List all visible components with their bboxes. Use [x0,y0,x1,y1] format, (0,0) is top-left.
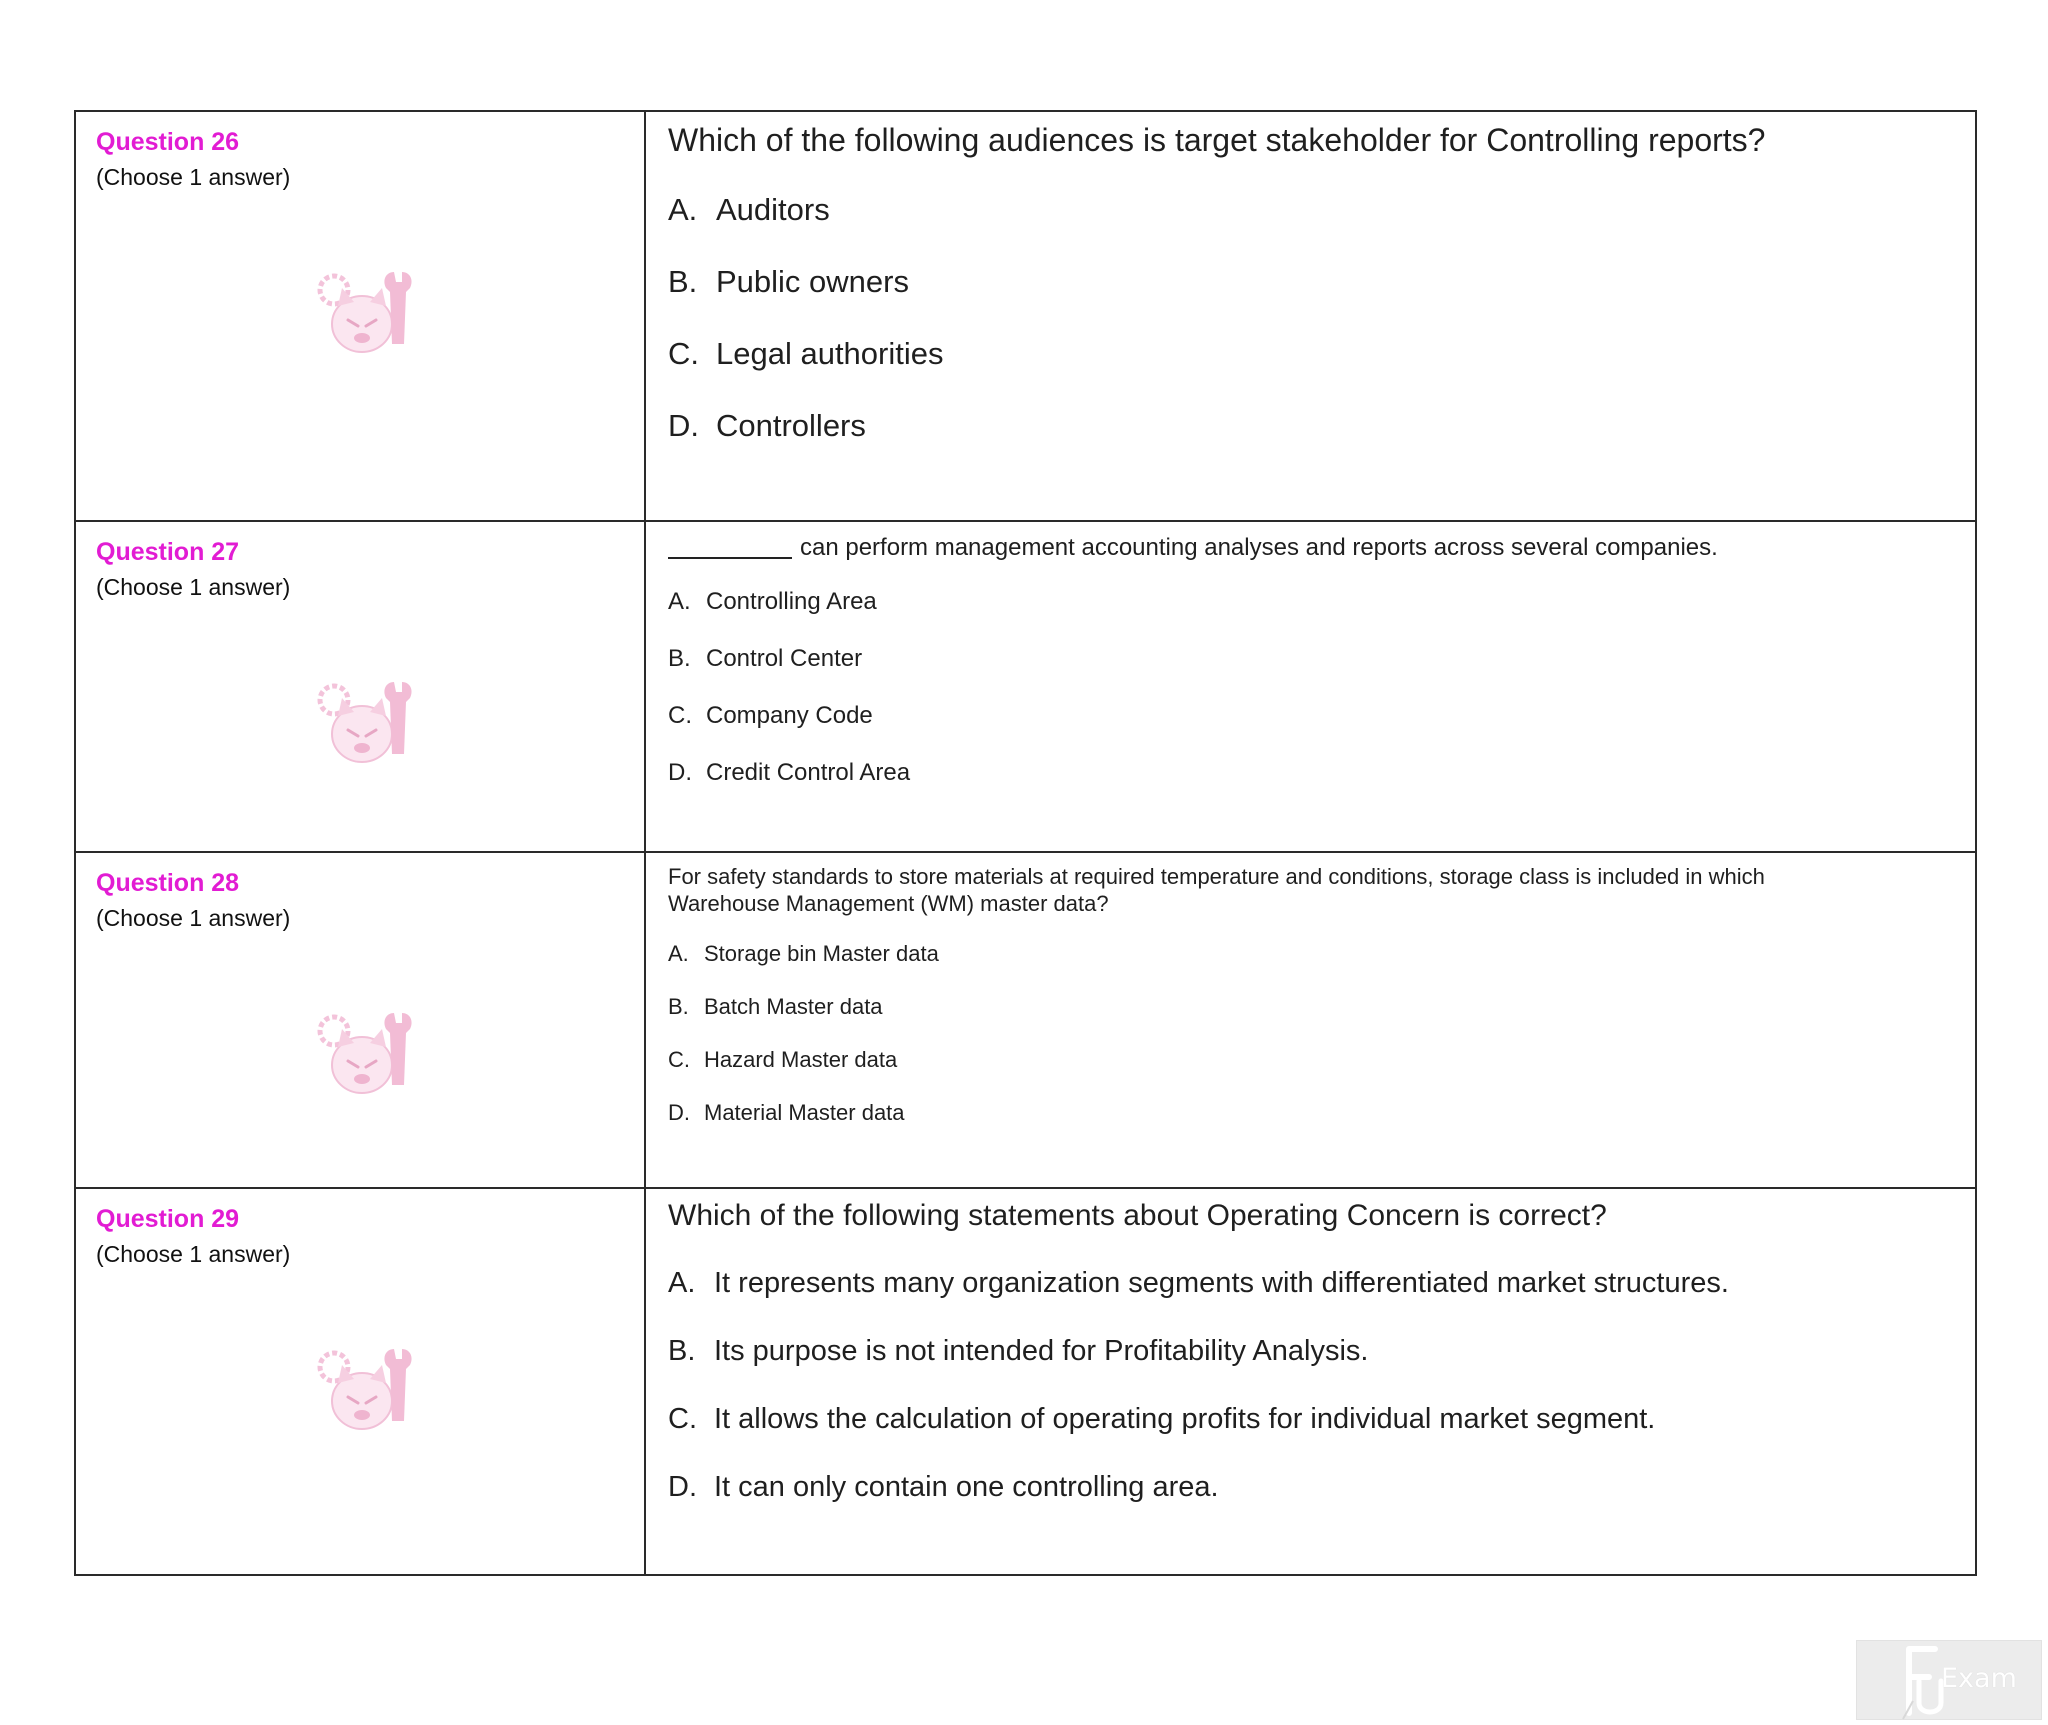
option-letter: D. [668,408,699,443]
answer-option[interactable] [668,759,910,787]
option-letter: D. [668,1100,690,1125]
option-text: Controllers [716,408,866,443]
question-number: Question 26 [96,128,240,156]
cat-wrench-mascot-icon [312,262,422,362]
question-stem-wrapper [668,534,1718,562]
choose-instruction: (Choose 1 answer) [96,1241,291,1267]
question-content-cell [646,853,1975,1189]
answer-option[interactable] [668,1403,1655,1436]
question-stem: can perform management accounting analyses and reports across several companies. [800,534,1718,561]
question-meta-cell [76,522,646,853]
option-letter: C. [668,1403,697,1435]
watermark-text: Exam [1941,1663,2017,1694]
option-letter: A. [668,192,698,227]
option-letter: B. [668,1335,696,1367]
question-content-cell [646,522,1975,853]
option-letter: B. [668,264,698,299]
option-letter: C. [668,702,692,729]
cat-wrench-mascot-icon [312,1339,422,1439]
option-letter: B. [668,645,691,672]
option-letter: C. [668,336,699,371]
option-text: Storage bin Master data [704,941,939,966]
answer-option[interactable] [668,994,883,1020]
choose-instruction: (Choose 1 answer) [96,905,291,931]
option-letter: D. [668,1471,697,1503]
choose-instruction: (Choose 1 answer) [96,574,291,600]
question-meta-cell [76,1189,646,1574]
option-letter: B. [668,994,689,1019]
option-text: Auditors [716,192,830,227]
option-letter: A. [668,588,691,615]
option-text: It can only contain one controlling area. [714,1471,1219,1503]
answer-option[interactable] [668,1047,897,1073]
option-letter: D. [668,759,692,786]
cat-wrench-mascot-icon [312,672,422,772]
answer-option[interactable] [668,1267,1729,1300]
cat-wrench-mascot-icon [312,1003,422,1103]
question-stem: For safety standards to store materials at required temperature and conditions, storage class is included in which Warehouse Management (WM) master data? [668,864,1765,916]
answer-option[interactable] [668,588,877,616]
choose-instruction: (Choose 1 answer) [96,164,291,190]
option-text: Hazard Master data [704,1047,898,1072]
option-letter: A. [668,941,689,966]
answer-option[interactable] [668,264,909,300]
question-meta-cell [76,112,646,522]
question-meta-cell [76,853,646,1189]
option-text: Public owners [716,264,909,299]
questions-table [74,110,1977,1576]
answer-option[interactable] [668,1335,1368,1368]
answer-option[interactable] [668,1471,1219,1504]
option-text: Company Code [706,702,873,729]
answer-option[interactable] [668,645,862,673]
question-stem: Which of the following audiences is target stakeholder for Controlling reports? [668,122,1766,158]
answer-option[interactable] [668,702,873,730]
answer-option[interactable] [668,192,830,228]
option-text: Credit Control Area [706,759,911,786]
answer-option[interactable] [668,1100,905,1126]
answer-option[interactable] [668,941,939,967]
option-text: Control Center [706,645,863,672]
option-text: Legal authorities [716,336,944,371]
option-letter: A. [668,1267,696,1299]
question-number: Question 29 [96,1205,240,1233]
question-stem: Which of the following statements about Operating Concern is correct? [668,1199,1607,1232]
fill-in-blank [668,537,792,559]
option-text: Controlling Area [706,588,877,615]
option-text: Its purpose is not intended for Profitability Analysis. [714,1335,1369,1367]
answer-option[interactable] [668,336,944,372]
question-content-cell [646,1189,1975,1574]
watermark-logo [1856,1640,2042,1720]
question-content-cell [646,112,1975,522]
option-text: It represents many organization segments with differentiated market structures. [714,1267,1729,1299]
option-text: It allows the calculation of operating profits for individual market segment. [714,1403,1656,1435]
answer-option[interactable] [668,408,866,444]
option-text: Material Master data [704,1100,905,1125]
option-letter: C. [668,1047,690,1072]
option-text: Batch Master data [704,994,883,1019]
question-number: Question 28 [96,869,240,897]
question-number: Question 27 [96,538,240,566]
